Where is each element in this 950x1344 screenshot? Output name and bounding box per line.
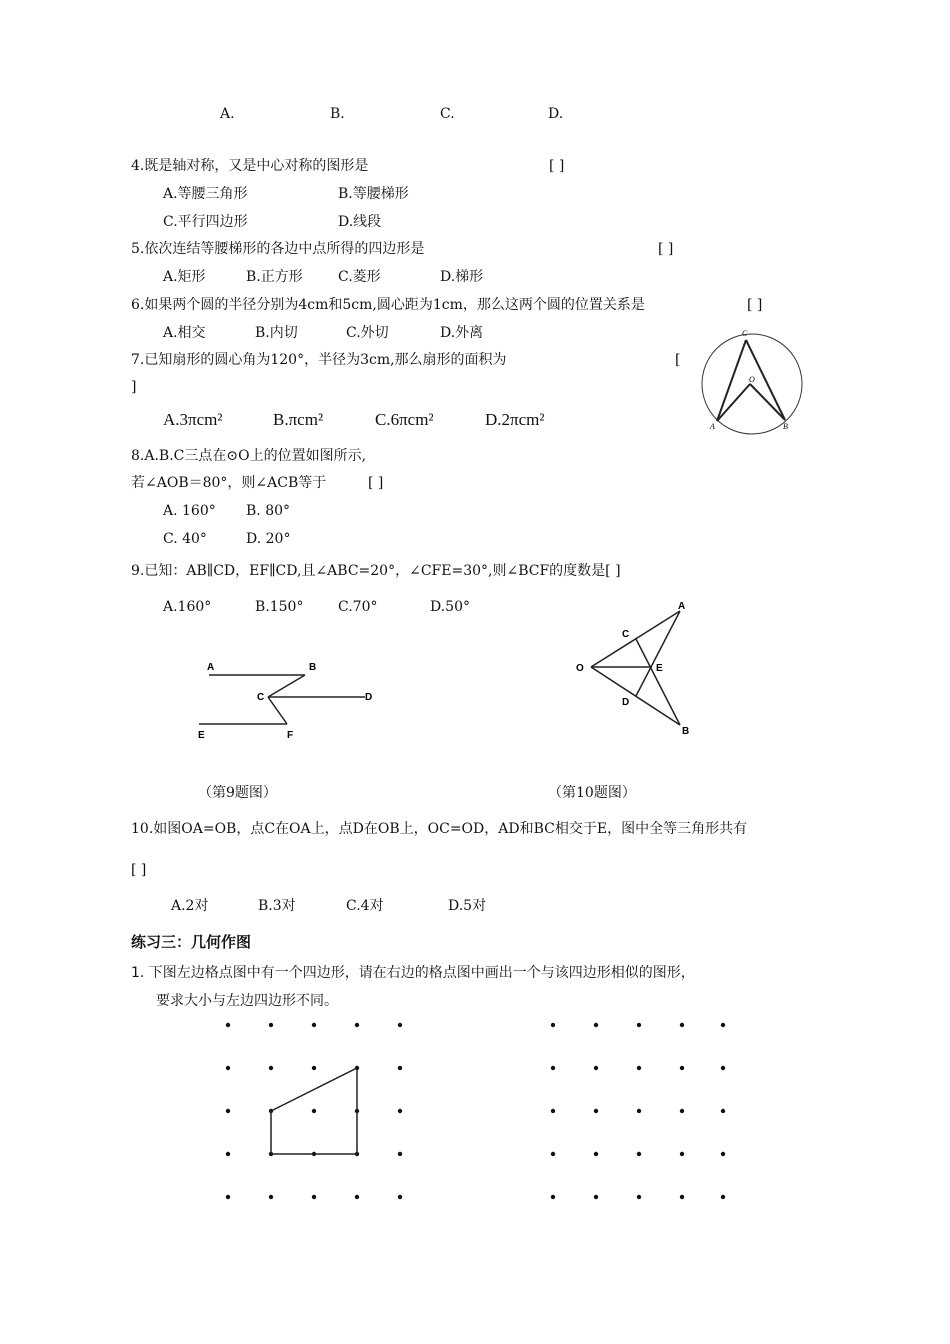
radius-ob — [750, 384, 785, 420]
q8-option-b: B. 80° — [246, 503, 291, 519]
q9-option-d: D.50° — [430, 599, 470, 615]
q5-bracket: [ ] — [658, 241, 674, 257]
q6-option-d: D.外离 — [440, 325, 484, 341]
p1-line-1: 1. 下图左边格点图中有一个四边形，请在右边的格点图中画出一个与该四边形相似的图形， — [131, 965, 695, 981]
chord-ca — [717, 340, 746, 421]
q8-stem-2: 若∠AOB＝80°，则∠ACB等于 — [131, 475, 327, 491]
left-grid-dots — [226, 1023, 402, 1199]
q8-option-d: D. 20° — [246, 531, 291, 547]
label-o: O — [749, 375, 755, 384]
right-dot-grid — [545, 1017, 735, 1202]
q4-stem: 4.既是轴对称，又是中心对称的图形是 — [131, 158, 369, 174]
q8-option-a: A. 160° — [163, 503, 216, 519]
q10-option-b: B.3对 — [258, 898, 296, 914]
q9-parallel-figure — [195, 655, 385, 740]
label-b: B — [783, 422, 788, 431]
q7-bracket-open: [ — [675, 352, 681, 368]
right-grid-dots — [551, 1023, 725, 1199]
q5-option-a: A.矩形 — [163, 269, 206, 285]
label-e: E — [198, 730, 205, 741]
label-f: F — [287, 730, 294, 741]
top-option-b: B. — [330, 106, 345, 122]
q4-bracket: [ ] — [549, 158, 565, 174]
q7-bracket-close: ] — [131, 379, 137, 395]
segment-cf — [268, 697, 287, 724]
q10-caption: （第10题图） — [548, 785, 636, 801]
q9-option-b: B.150° — [255, 599, 304, 615]
label-o: O — [576, 663, 584, 674]
q8-option-c: C. 40° — [163, 531, 207, 547]
q10-triangles-figure — [570, 595, 700, 740]
top-option-d: D. — [548, 106, 564, 122]
q10-option-a: A.2对 — [171, 898, 209, 914]
section-title: 练习三：几何作图 — [131, 933, 252, 951]
q7-option-c: C.6πcm² — [375, 410, 434, 429]
q6-option-a: A.相交 — [163, 325, 206, 341]
q7-stem: 7.已知扇形的圆心角为120°，半径为3cm,那么扇形的面积为 — [131, 352, 507, 368]
label-c: C — [257, 692, 265, 703]
q5-stem: 5.依次连结等腰梯形的各边中点所得的四边形是 — [131, 241, 425, 257]
q9-option-a: A.160° — [163, 599, 212, 615]
q9-option-c: C.70° — [338, 599, 378, 615]
q4-option-d: D.线段 — [338, 214, 382, 230]
q7-option-b: B.πcm² — [273, 410, 324, 429]
q10-bracket: [ ] — [131, 862, 147, 878]
top-option-a: A. — [220, 106, 235, 122]
q4-option-c: C.平行四边形 — [163, 214, 248, 230]
q9-stem: 9.已知：AB∥CD，EF∥CD,且∠ABC=20°，∠CFE=30°,则∠BCF的度数是[ ] — [131, 563, 621, 579]
q9-caption: （第9题图） — [198, 785, 277, 801]
p1-line-2: 要求大小与左边四边形不同。 — [156, 993, 338, 1009]
segment-ob — [591, 667, 680, 725]
q10-stem: 10.如图OA=OB，点C在OA上，点D在OB上，OC=OD，AD和BC相交于E，图中全等三角形共有 — [131, 821, 748, 837]
q8-circle-figure — [700, 330, 810, 440]
segment-oa — [591, 611, 680, 667]
label-e: E — [656, 663, 663, 674]
q8-stem-1: 8.A.B.C三点在⊙O上的位置如图所示, — [131, 448, 367, 464]
q5-option-c: C.菱形 — [338, 269, 381, 285]
segment-bc — [268, 675, 305, 697]
q10-option-c: C.4对 — [346, 898, 384, 914]
q6-option-c: C.外切 — [346, 325, 389, 341]
label-b: B — [682, 726, 690, 737]
label-c: C — [742, 329, 748, 338]
label-a: A — [678, 601, 686, 612]
label-b: B — [309, 662, 317, 673]
q6-stem: 6.如果两个圆的半径分别为4cm和5cm,圆心距为1cm，那么这两个圆的位置关系是 — [131, 297, 645, 313]
label-a: A — [207, 662, 215, 673]
label-c: C — [622, 629, 630, 640]
left-dot-grid — [220, 1017, 410, 1202]
q7-option-a: A.3πcm² — [163, 410, 223, 429]
q4-option-b: B.等腰梯形 — [338, 186, 409, 202]
q7-option-d: D.2πcm² — [485, 410, 545, 429]
q6-option-b: B.内切 — [255, 325, 298, 341]
q8-bracket: [ ] — [368, 475, 384, 491]
label-d: D — [622, 697, 630, 708]
q5-option-b: B.正方形 — [246, 269, 303, 285]
q10-option-d: D.5对 — [448, 898, 487, 914]
label-d: D — [365, 692, 373, 703]
radius-oa — [717, 384, 750, 421]
top-option-c: C. — [440, 106, 455, 122]
label-a: A — [710, 422, 715, 431]
q5-option-d: D.梯形 — [440, 269, 484, 285]
q6-bracket: [ ] — [747, 297, 763, 313]
q4-option-a: A.等腰三角形 — [163, 186, 248, 202]
